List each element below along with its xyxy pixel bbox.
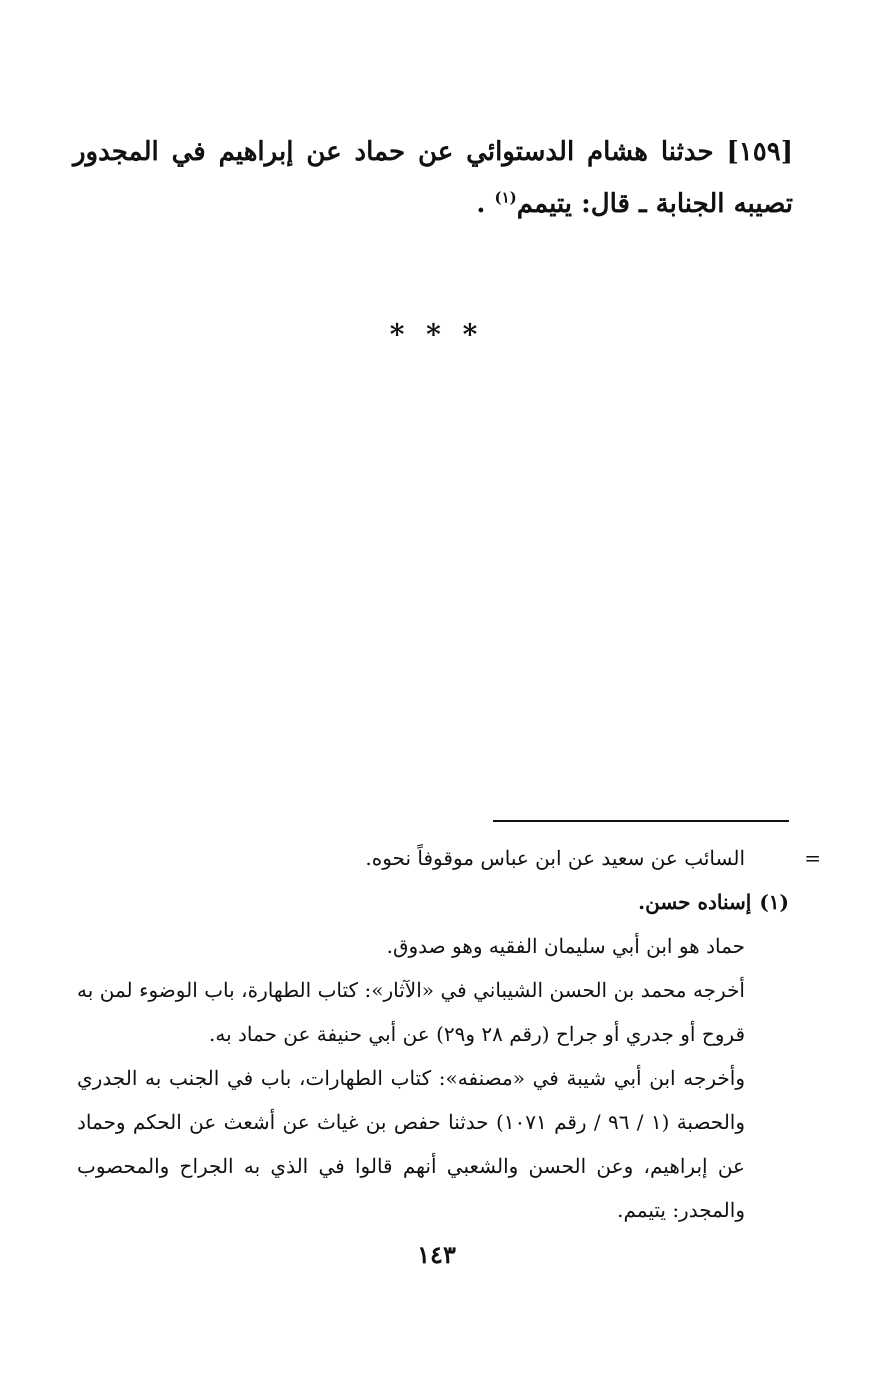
hadith-line-2: تصيبه الجنابة ـ قال: يتيمم — [516, 189, 793, 219]
footnotes-section — [77, 836, 789, 1232]
hadith-text — [73, 126, 793, 230]
footnote-1-line-3: وأخرجه ابن أبي شيبة في «مصنفه»: كتاب الطهارات، باب في الجنب به الجدري والحصبة (١ / ٩٦ / رقم ١٠٧١) حدثنا حفص بن غياث عن أشعث عن الحكم وحماد عن إبراهيم، وعن الحسن والشعبي أنهم قالوا في الذي به الجراح والمحصوب والمجدر: يتيمم. — [77, 1066, 746, 1222]
footnote-1-line-1: حماد هو ابن أبي سليمان الفقيه وهو صدوق. — [386, 934, 745, 958]
footnote-divider — [493, 820, 789, 822]
footnote-continuation-text: السائب عن سعيد عن ابن عباس موقوفاً نحوه. — [365, 846, 745, 870]
section-separator-stars: * * * — [389, 318, 484, 351]
footnote-1-line-2: أخرجه محمد بن الحسن الشيباني في «الآثار»: كتاب الطهارة، باب الوضوء لمن به قروح أو جدري أو جراح (رقم ٢٨ و٢٩) عن أبي حنيفة عن حماد به. — [77, 978, 745, 1046]
footnote-1-marker: (١) — [759, 890, 789, 914]
footnote-reference[interactable]: (١) — [494, 188, 517, 207]
hadith-line-1: حدثنا هشام الدستوائي عن حماد عن إبراهيم في المجدور — [73, 137, 714, 167]
footnote-1-heading-line — [77, 880, 789, 924]
hadith-number: [١٥٩] — [726, 137, 793, 167]
page-number: ١٤٣ — [417, 1240, 456, 1269]
hadith-end-punctuation: . — [476, 189, 486, 219]
footnote-1-heading: إسناده حسن. — [638, 890, 752, 914]
footnote-continuation-mark: = — [804, 846, 821, 870]
